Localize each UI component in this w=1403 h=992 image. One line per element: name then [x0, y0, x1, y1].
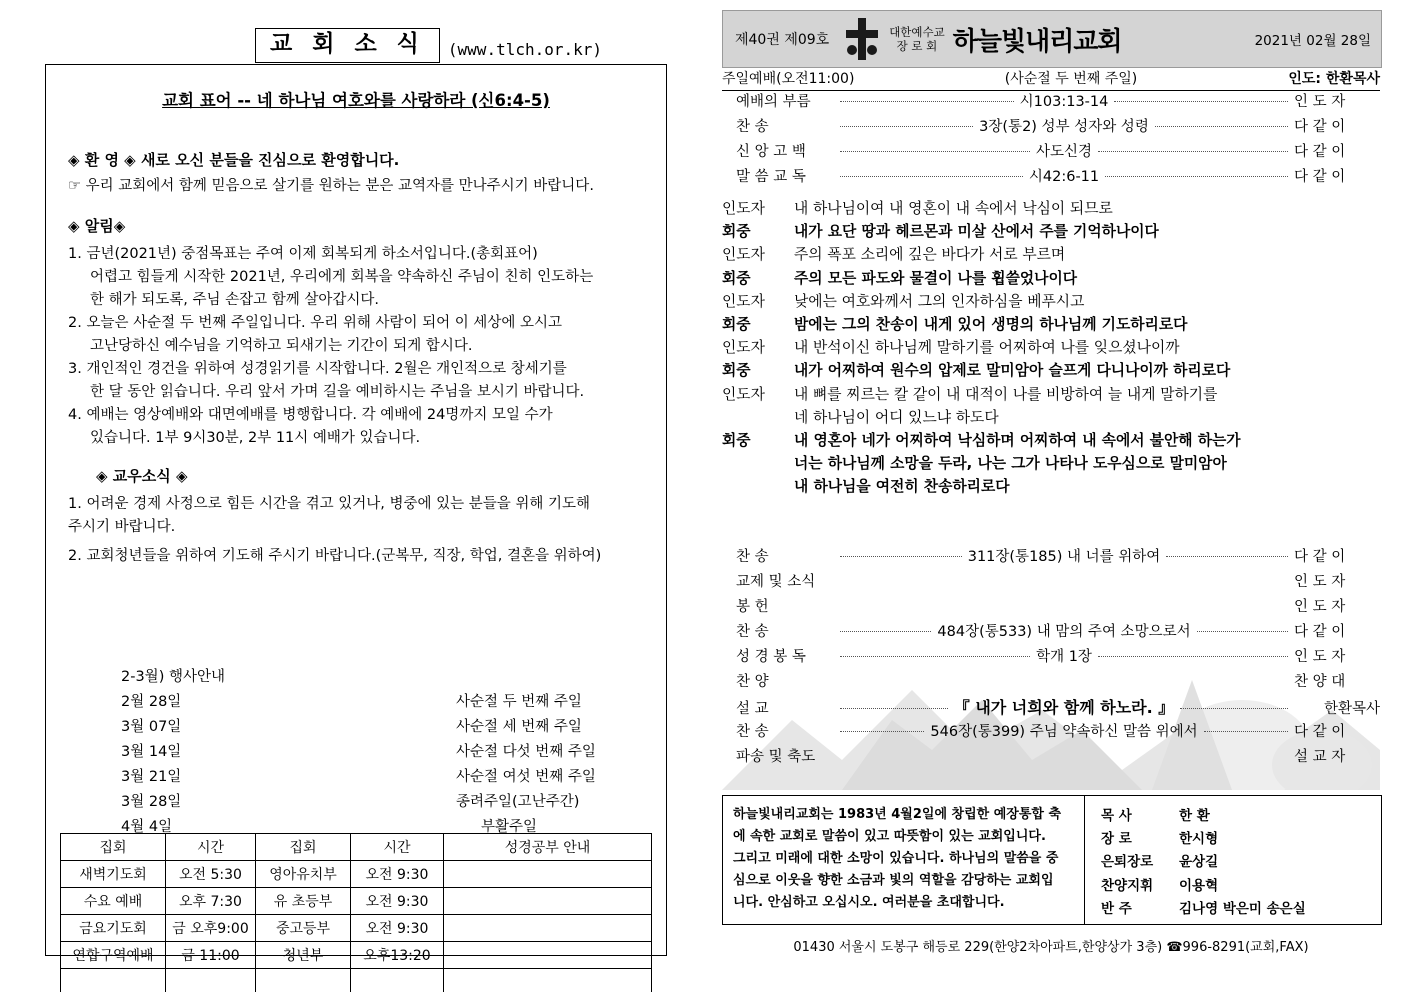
reading-line [722, 407, 1380, 429]
member-news-line: 주시기 바랍니다. [68, 519, 176, 535]
leader-dots [1105, 176, 1288, 177]
reading-text: 내가 어찌하여 원수의 압제로 말미암아 슬프게 다니나이까 하리로다 [794, 362, 1231, 380]
table-cell [444, 888, 652, 915]
order-item [722, 140, 1380, 165]
member-news-line: 2. 교회청년들을 위하여 기도해 주시기 바랍니다.(군복무, 직장, 학업, 결혼을 위하여) [68, 548, 602, 564]
schedule-row [76, 715, 636, 740]
order-item-who: 설 교 자 [1294, 749, 1346, 765]
schedule-event: 종려주일(고난주간) [456, 793, 580, 810]
schedule-event: 부활주일 [481, 818, 538, 835]
order-item-name: 찬 양 [736, 674, 769, 690]
reading-line [722, 384, 1380, 406]
table-header: 시간 [166, 834, 256, 861]
church-introduction: 하늘빛내리교회는 1983년 4월2일에 창립한 예장통합 축 에 속한 교회로 말씀이 있고 따뜻함이 있는 교회입니다. 그리고 미래에 대한 소망이 있습니다. 하나님의 말씀을 중 심으로 이웃을 향한 소금과 빛의 역할을 감당하는 교회입 니다. 안심하고 오십시오. 여러분을 초대합니다. [723, 796, 1085, 924]
table-cell: 청년부 [256, 942, 351, 969]
table-row [61, 942, 652, 969]
reading-speaker: 인도자 [722, 385, 765, 403]
reading-speaker: 인도자 [722, 292, 765, 310]
reading-text: 내 반석이신 하나님께 말하기를 어찌하여 나를 잊으셨나이까 [794, 339, 1180, 357]
reading-line [722, 430, 1380, 452]
order-item-name: 설 교 [736, 701, 769, 717]
table-row [61, 915, 652, 942]
reading-text: 너는 하나님께 소망을 두라, 나는 그가 나타나 도우심으로 말미암아 [794, 455, 1227, 473]
order-item-who: 다 같 이 [1294, 724, 1346, 740]
notice-line: 1. 금년(2021년) 중점목표는 주여 이제 회복되게 하소서입니다.(총회표어) [68, 246, 538, 262]
table-cell: 유 초등부 [256, 888, 351, 915]
table-cell: 금 11:00 [166, 942, 256, 969]
bulletin-date: 2021년 02월 28일 [1254, 33, 1371, 49]
table-cell: 새벽기도회 [61, 861, 166, 888]
reading-line [722, 291, 1380, 313]
reading-text: 내 영혼아 네가 어찌하여 낙심하며 어찌하여 내 속에서 불안해 하는가 [794, 431, 1241, 449]
notice-line: 있습니다. 1부 9시30분, 2부 11시 예배가 있습니다. [90, 430, 421, 446]
table-cell: 수요 예배 [61, 888, 166, 915]
staff-row [1101, 851, 1371, 874]
responsive-reading [722, 198, 1380, 499]
staff-list [1085, 796, 1381, 924]
staff-role: 반 주 [1101, 900, 1132, 917]
staff-role: 장 로 [1101, 831, 1132, 848]
order-item-name: 예배의 부름 [736, 94, 811, 110]
reading-line [722, 476, 1380, 498]
order-item-name: 찬 송 [736, 724, 769, 740]
order-item-name: 신 앙 고 백 [736, 144, 806, 160]
reading-text: 네 하나님이 어디 있느냐 하도다 [794, 408, 999, 426]
liturgical-season: (사순절 두 번째 주일) [1004, 71, 1138, 87]
order-item-who: 다 같 이 [1294, 169, 1346, 185]
leader-dots [840, 556, 962, 557]
leader-dots [1204, 731, 1288, 732]
church-info-box [722, 795, 1382, 925]
table-cell: 금 오후9:00 [166, 915, 256, 942]
table-cell: 오전 9:30 [351, 915, 444, 942]
order-of-worship-top [722, 90, 1380, 190]
reading-speaker: 인도자 [722, 339, 765, 357]
table-row [61, 969, 652, 992]
table-cell [444, 861, 652, 888]
staff-name: 윤상길 [1179, 854, 1219, 871]
staff-role: 은퇴장로 [1101, 854, 1154, 871]
left-content-box [45, 64, 667, 964]
order-item-detail: 546장(통399) 주님 약속하신 말씀 위에서 [840, 720, 1288, 741]
table-cell [444, 969, 652, 992]
leader-dots [840, 656, 1030, 657]
reading-speaker [722, 476, 794, 498]
notice-line: 한 해가 되도록, 주님 손잡고 함께 살아갑시다. [90, 292, 379, 308]
order-item-who: 다 같 이 [1294, 144, 1346, 160]
leader-dots [840, 631, 931, 632]
reading-text: 밤에는 그의 찬송이 내게 있어 생명의 하나님께 기도하리로다 [794, 315, 1188, 333]
order-item [722, 720, 1380, 745]
table-cell [166, 969, 256, 992]
order-item-who: 인 도 자 [1294, 649, 1346, 665]
order-item [722, 90, 1380, 115]
order-item-who: 한환목사 [1323, 701, 1380, 717]
notice-heading: ◈ 알림◈ [68, 217, 126, 235]
reading-speaker: 인도자 [722, 200, 765, 217]
order-item [722, 165, 1380, 190]
order-item-detail [840, 585, 1288, 586]
member-news-heading: ◈ 교우소식 ◈ [96, 467, 188, 485]
church-address: 01430 서울시 도봉구 해등로 229(한양2차아파트,한양상가 3층) ☎996-8291(교회,FAX) [793, 940, 1309, 955]
table-header: 집회 [61, 834, 166, 861]
table-header: 성경공부 안내 [444, 834, 652, 861]
cross-logo-icon [839, 16, 885, 62]
welcome-subtext: ☞ 우리 교회에서 함께 믿음으로 살기를 원하는 분은 교역자를 만나주시기 바랍니다. [68, 178, 594, 194]
schedule-event: 사순절 다섯 번째 주일 [456, 743, 596, 760]
leader-dots [1180, 708, 1288, 709]
table-cell: 금요기도회 [61, 915, 166, 942]
reading-text: 주의 모든 파도와 물결이 나를 휩쓸었나이다 [794, 269, 1078, 287]
reading-line [722, 198, 1380, 220]
leader-dots [1098, 656, 1288, 657]
schedule-date: 4월 4일 [121, 818, 173, 835]
order-item [722, 695, 1380, 720]
staff-row [1101, 898, 1371, 921]
church-name: 하늘빛내리교회 [952, 26, 1122, 57]
order-item-detail: 311장(통185) 내 너를 위하여 [840, 545, 1288, 566]
staff-row [1101, 828, 1371, 851]
service-leader: 인도: 한환목사 [1288, 71, 1380, 87]
order-item-name: 말 씀 교 독 [736, 169, 806, 185]
order-item-name: 파송 및 축도 [736, 749, 816, 765]
denomination-name: 대한예수교 장 로 회 [889, 24, 945, 53]
order-item [722, 595, 1380, 620]
order-item [722, 670, 1380, 695]
table-cell: 영아유치부 [256, 861, 351, 888]
reading-speaker [722, 453, 794, 475]
schedule-row [76, 690, 636, 715]
reading-text: 내 하나님을 여전히 찬송하리로다 [794, 478, 1010, 496]
table-row [61, 888, 652, 915]
order-item-who: 인 도 자 [1294, 94, 1346, 110]
order-item-detail: 시103:13-14 [840, 90, 1288, 111]
order-item-detail: 학개 1장 [840, 645, 1288, 666]
reading-line [722, 244, 1380, 266]
page-title: 교 회 소 식 [255, 28, 440, 63]
staff-row [1101, 875, 1371, 898]
notice-line: 어렵고 힘들게 시작한 2021년, 우리에게 회복을 약속하신 주님이 친히 인도하는 [90, 269, 594, 285]
order-item-detail: 484장(통533) 내 맘의 주여 소망으로서 [840, 620, 1288, 641]
order-item [722, 545, 1380, 570]
service-name: 주일예배(오전11:00) [722, 71, 855, 87]
table-cell: 오전 9:30 [351, 861, 444, 888]
table-row [61, 861, 652, 888]
reading-speaker: 회중 [722, 223, 751, 241]
order-item-detail: 『 내가 너희와 함께 하노라. 』 [840, 695, 1288, 718]
order-item-detail: 시42:6-11 [840, 165, 1288, 186]
reading-speaker: 회중 [722, 269, 751, 287]
church-website-url: (www.tlch.or.kr) [447, 40, 603, 59]
staff-name: 한시형 [1179, 831, 1219, 848]
order-item-who: 인 도 자 [1294, 599, 1346, 615]
reading-speaker: 회중 [722, 431, 751, 449]
order-of-worship-bottom [722, 545, 1380, 770]
table-cell: 중고등부 [256, 915, 351, 942]
order-item-name: 찬 송 [736, 119, 769, 135]
table-header: 집회 [256, 834, 351, 861]
order-item-who: 다 같 이 [1294, 624, 1346, 640]
table-cell: 오전 9:30 [351, 888, 444, 915]
table-cell [351, 969, 444, 992]
table-cell [444, 915, 652, 942]
left-header [255, 28, 602, 63]
reading-line [722, 360, 1380, 382]
notice-line: 3. 개인적인 경건을 위하여 성경읽기를 시작합니다. 2월은 개인적으로 창세기를 [68, 361, 567, 377]
reading-text: 주의 폭포 소리에 깊은 바다가 서로 부르며 [794, 246, 1066, 264]
leader-dots [1114, 101, 1288, 102]
left-page [0, 0, 700, 992]
schedule-date: 3월 21일 [121, 768, 182, 785]
order-item-who: 인 도 자 [1294, 574, 1346, 590]
schedule-date: 3월 07일 [121, 718, 182, 735]
reading-line [722, 337, 1380, 359]
staff-role: 목 사 [1101, 808, 1132, 824]
order-item-name: 찬 송 [736, 624, 769, 640]
reading-line [722, 221, 1380, 243]
order-item-detail: 3장(통2) 성부 성자와 성령 [840, 115, 1288, 136]
schedule-date: 2월 28일 [121, 693, 182, 710]
leader-dots [840, 151, 1030, 152]
staff-role: 찬양지휘 [1101, 877, 1154, 894]
welcome-heading: ◈ 환 영 ◈ 새로 오신 분들을 진심으로 환영합니다. [68, 151, 400, 169]
reading-speaker: 회중 [722, 315, 751, 333]
order-item-detail [840, 760, 1288, 761]
schedule-row [76, 740, 636, 765]
reading-speaker: 인도자 [722, 246, 765, 264]
order-item [722, 620, 1380, 645]
notice-line: 4. 예배는 영상예배와 대면예배를 병행합니다. 각 예배에 24명까지 모일 수가 [68, 407, 553, 423]
leader-dots [840, 126, 973, 127]
schedule-event: 사순절 여섯 번째 주일 [456, 768, 596, 785]
order-item [722, 745, 1380, 770]
notice-line: 한 달 동안 읽습니다. 우리 앞서 가며 길을 예비하시는 주님을 보시기 바랍니다. [90, 384, 585, 400]
leader-dots [1197, 631, 1288, 632]
order-item-detail: 사도신경 [840, 140, 1288, 161]
reading-text: 내 뼈를 찌르는 칼 같이 내 대적이 나를 비방하여 늘 내게 말하기를 [794, 385, 1218, 403]
order-item-name: 봉 헌 [736, 599, 769, 615]
table-cell: 연합구역예배 [61, 942, 166, 969]
staff-row [1101, 805, 1371, 828]
masthead [722, 10, 1382, 68]
reading-line [722, 314, 1380, 336]
table-cell [256, 969, 351, 992]
table-cell: 오후13:20 [351, 942, 444, 969]
table-cell [444, 942, 652, 969]
leader-dots [840, 731, 924, 732]
member-news-line: 1. 어려운 경제 사정으로 힘든 시간을 겪고 있거나, 병중에 있는 분들을 위해 기도해 [68, 496, 590, 512]
volume-number: 제40권 제09호 [735, 32, 830, 48]
notice-line: 2. 오늘은 사순절 두 번째 주일입니다. 우리 위해 사람이 되어 이 세상에 오시고 [68, 315, 562, 331]
reading-speaker: 회중 [722, 362, 751, 380]
order-item [722, 115, 1380, 140]
schedule-date: 3월 14일 [121, 743, 182, 760]
church-motto: 교회 표어 -- 네 하나님 여호와를 사랑하라 (신6:4-5) [162, 91, 550, 110]
leader-dots [1098, 151, 1288, 152]
schedule-event: 사순절 두 번째 주일 [456, 693, 582, 710]
reading-text: 낮에는 여호와께서 그의 인자하심을 베푸시고 [794, 292, 1085, 310]
reading-line [722, 268, 1380, 290]
order-item-who: 찬 양 대 [1294, 674, 1346, 690]
schedule-title: 2-3월) 행사안내 [121, 669, 225, 685]
table-cell: 오후 7:30 [166, 888, 256, 915]
reading-line [722, 453, 1380, 475]
leader-dots [1166, 556, 1288, 557]
table-header-row [61, 834, 652, 861]
order-item-who: 다 같 이 [1294, 549, 1346, 565]
reading-speaker [722, 407, 794, 429]
order-item-name: 성 경 봉 독 [736, 649, 806, 665]
staff-name: 이용혁 [1179, 877, 1219, 894]
event-schedule-list [76, 665, 636, 840]
schedule-row [76, 790, 636, 815]
schedule-row [76, 765, 636, 790]
right-page [700, 0, 1403, 992]
leader-dots [840, 101, 1014, 102]
staff-name: 김나영 박은미 송은실 [1179, 900, 1306, 917]
schedule-date: 3월 28일 [121, 793, 182, 810]
order-item [722, 645, 1380, 670]
leader-dots [840, 708, 948, 709]
leader-dots [840, 176, 1023, 177]
reading-text: 내가 요단 땅과 헤르몬과 미살 산에서 주를 기억하나이다 [794, 223, 1159, 241]
table-cell: 오전 5:30 [166, 861, 256, 888]
order-item-detail [840, 685, 1288, 686]
meetings-table [60, 833, 652, 992]
staff-name: 한 환 [1179, 808, 1210, 824]
reading-text: 내 하나님이여 내 영혼이 내 속에서 낙심이 되므로 [794, 200, 1113, 217]
notice-line: 고난당하신 예수님을 기억하고 되새기는 기간이 되게 합시다. [90, 338, 473, 354]
table-cell [61, 969, 166, 992]
schedule-event: 사순절 세 번째 주일 [456, 718, 582, 735]
order-item-name: 찬 송 [736, 549, 769, 565]
leader-dots [1155, 126, 1288, 127]
service-header [722, 68, 1380, 91]
table-header: 시간 [351, 834, 444, 861]
order-item-name: 교제 및 소식 [736, 574, 816, 590]
order-item-detail [840, 610, 1288, 611]
order-item [722, 570, 1380, 595]
order-item-who: 다 같 이 [1294, 119, 1346, 135]
